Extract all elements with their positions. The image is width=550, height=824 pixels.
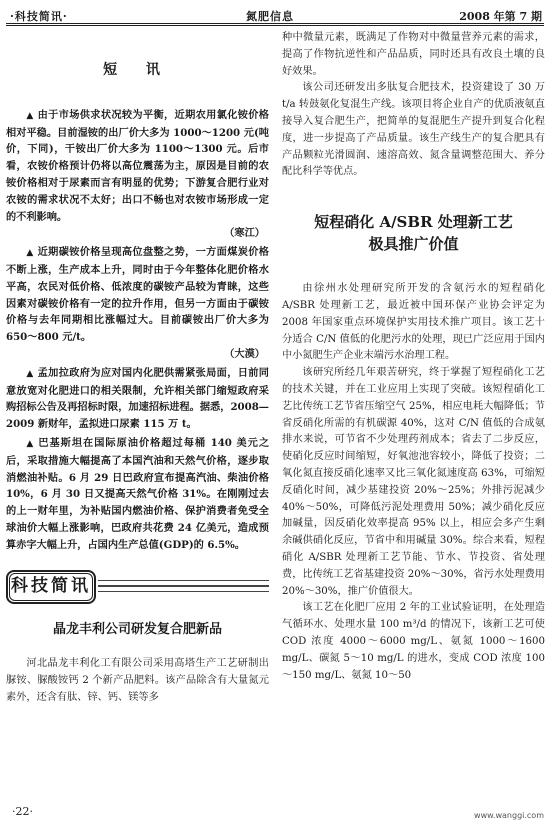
watermark: www.wanggi.com	[474, 811, 544, 820]
article-body: 河北晶龙丰利化工有限公司采用高塔生产工艺研制出脲铵、脲酸铵钙 2 个新产品肥料。该产品除含有大量氮元素外，还含有肽、锌、钙、镁等多	[6, 658, 269, 703]
left-column	[6, 30, 269, 707]
section-banner	[6, 568, 269, 608]
section-label: ·科技简讯·	[10, 10, 68, 23]
header-rule-secondary	[6, 25, 544, 26]
header-rule	[6, 23, 544, 24]
article-paragraph: 该公司还研发出多肽复合肥技术，投资建设了 30 万 t/a 转鼓氨化复混生产线。该项目将企业自产的优质液氨直接导入复合肥生产，把简单的复混肥生产提升到复合化程度，进一步提高了产品质量。该生产线生产的复合肥具有产品颗粒光滑圆润、速溶高效、氮含量调整范围大、养分配比科学等优点。	[282, 82, 545, 178]
news-item	[6, 435, 269, 554]
triangle-bullet-icon: ▲	[26, 110, 34, 121]
article-title: 晶龙丰利公司研发复合肥新品	[52, 621, 222, 637]
banner-rule	[98, 585, 269, 587]
page-number: ·22·	[12, 805, 33, 818]
news-item-text: 由于市场供求状况较为平衡，近期农用氯化铵价格相对平稳。目前湿铵的出厂价大多为 1000～1200 元(吨价，下同)，干铵出厂价大多为 1100～1300 元。后市看，农铵价格预计仍将以高位震荡为主，原因是目前的农铵价格相对于尿素而言有明显的优势；下游复合肥行业对农铵的需求状况不太好；出口不畅也对农铵市场形成一定的不利影响。	[6, 108, 269, 223]
banner-rule	[98, 580, 269, 581]
triangle-bullet-icon: ▲	[26, 438, 35, 449]
article-continuation: 种中微量元素，既满足了作物对中微量营养元素的需求，提高了作物抗逆性和产品品质，同时还具有改良土壤的良好效果。	[282, 32, 545, 77]
issue-label: 2008 年第 7 期	[459, 10, 542, 23]
article-paragraph: 由徐州水处理研究所开发的含氨污水的短程硝化 A/SBR 处理新工艺，最近被中国环保产业协会评定为 2008 年国家重点环境保护实用技术推广项目。该工艺十分适合 C/N 值低的化肥污水的处理，现已广泛应用于国内中小氮肥生产企业末端污水治理工程。	[282, 283, 545, 362]
news-item-text: 孟加拉政府为应对国内化肥供需紧张局面，日前同意放宽对化肥进口的相关限制，允许相关部门缩短政府采购招标公告及再招标时限，加速招标进程。据悉，2008—2009 新财年，孟拟进口尿素 115 万 t。	[6, 366, 269, 431]
news-item-text: 近期碳铵价格呈现高位盘整之势，一方面煤炭价格不断上涨，生产成本上升，同时由于今年整体化肥价格水平高，农民对低价格、低浓度的碳铵产品较为青睐，这些因素对碳铵价格有一定的拉升作用，但另一方面由于碳铵价格与去年同期相比涨幅过大。目前碳铵出厂价大多为 650～800 元/t。	[6, 246, 269, 344]
news-item-source: （寒江）	[224, 227, 265, 240]
triangle-bullet-icon: ▲	[26, 248, 34, 259]
news-item	[6, 365, 269, 433]
right-column	[282, 30, 545, 684]
article-title-line: 短程硝化 A/SBR 处理新工艺	[314, 213, 513, 232]
journal-name: 氮肥信息	[246, 10, 294, 23]
news-item-source: （大漠）	[224, 347, 265, 360]
news-item	[6, 107, 269, 242]
news-item	[6, 244, 269, 363]
article-paragraph: 该研究所经几年艰苦研究，终于掌握了短程硝化工艺的技术关键，并在工业应用上实现了突破。该短程硝化工艺比传统工艺节省压缩空气 25%，相应电耗大幅降低；节省反硝化所需的有机碳源 40%，这对 C/N 值低的合成氨排水来说，可节省不少处理药剂成本；省去了二步反应，使硝化反应时间缩短，好氧池池容较小，降低了投资；二氧化氮直接反硝化速率又比三氧化氮速度高 63%，可缩短反硝化时间，减少基建投资 20%～25%；外排污泥减少 40%～50%，可降低污泥处理费用 50%；减少硝化反应加碱量，因反硝化效率提高 95% 以上，相应会多产生剩余碱供硝化反应，节省中和用碱量 30%。综合来看，短程硝化 A/SBR 处理新工艺节能、节水、节投资、省处理费，比传统工艺省基建投资 20%～30%，省污水处理费用 20%～30%，推广价值很大。	[282, 367, 545, 597]
article-title	[282, 211, 545, 255]
news-section-title: 短 讯	[103, 62, 172, 78]
article-paragraph: 该工艺在化肥厂应用 2 年的工业试验证明，在处理造气循环水、处理水量 100 m³/d 的情况下，该新工艺可使 COD 浓度 4000～6000 mg/L、氨氮 1000～1600 mg/L、碳氮 5～10 mg/L 的进水，变成 COD 浓度 100～150 mg/L、氨氮 10～50	[282, 602, 545, 681]
triangle-bullet-icon: ▲	[26, 368, 34, 379]
article-title-line: 极具推广价值	[368, 235, 459, 254]
banner-rule	[98, 591, 269, 592]
news-item-text: 巴基斯坦在国际原油价格超过每桶 140 美元之后，采取措施大幅提高了本国汽油和天然气价格，逐步取消燃油补贴。6 月 29 日巴政府宣布提高汽油、柴油价格 10%，6 月 30 日又提高天然气价格 31%。在刚刚过去的上一财年里，为补贴国内燃油价格、保护消费者免受全球油价大幅上涨影响，巴政府共花费 24 亿美元，造成预算赤字大幅上升，占国内生产总值(GDP)的 6.5%。	[6, 436, 269, 551]
banner-label: 科技简讯	[6, 570, 96, 604]
